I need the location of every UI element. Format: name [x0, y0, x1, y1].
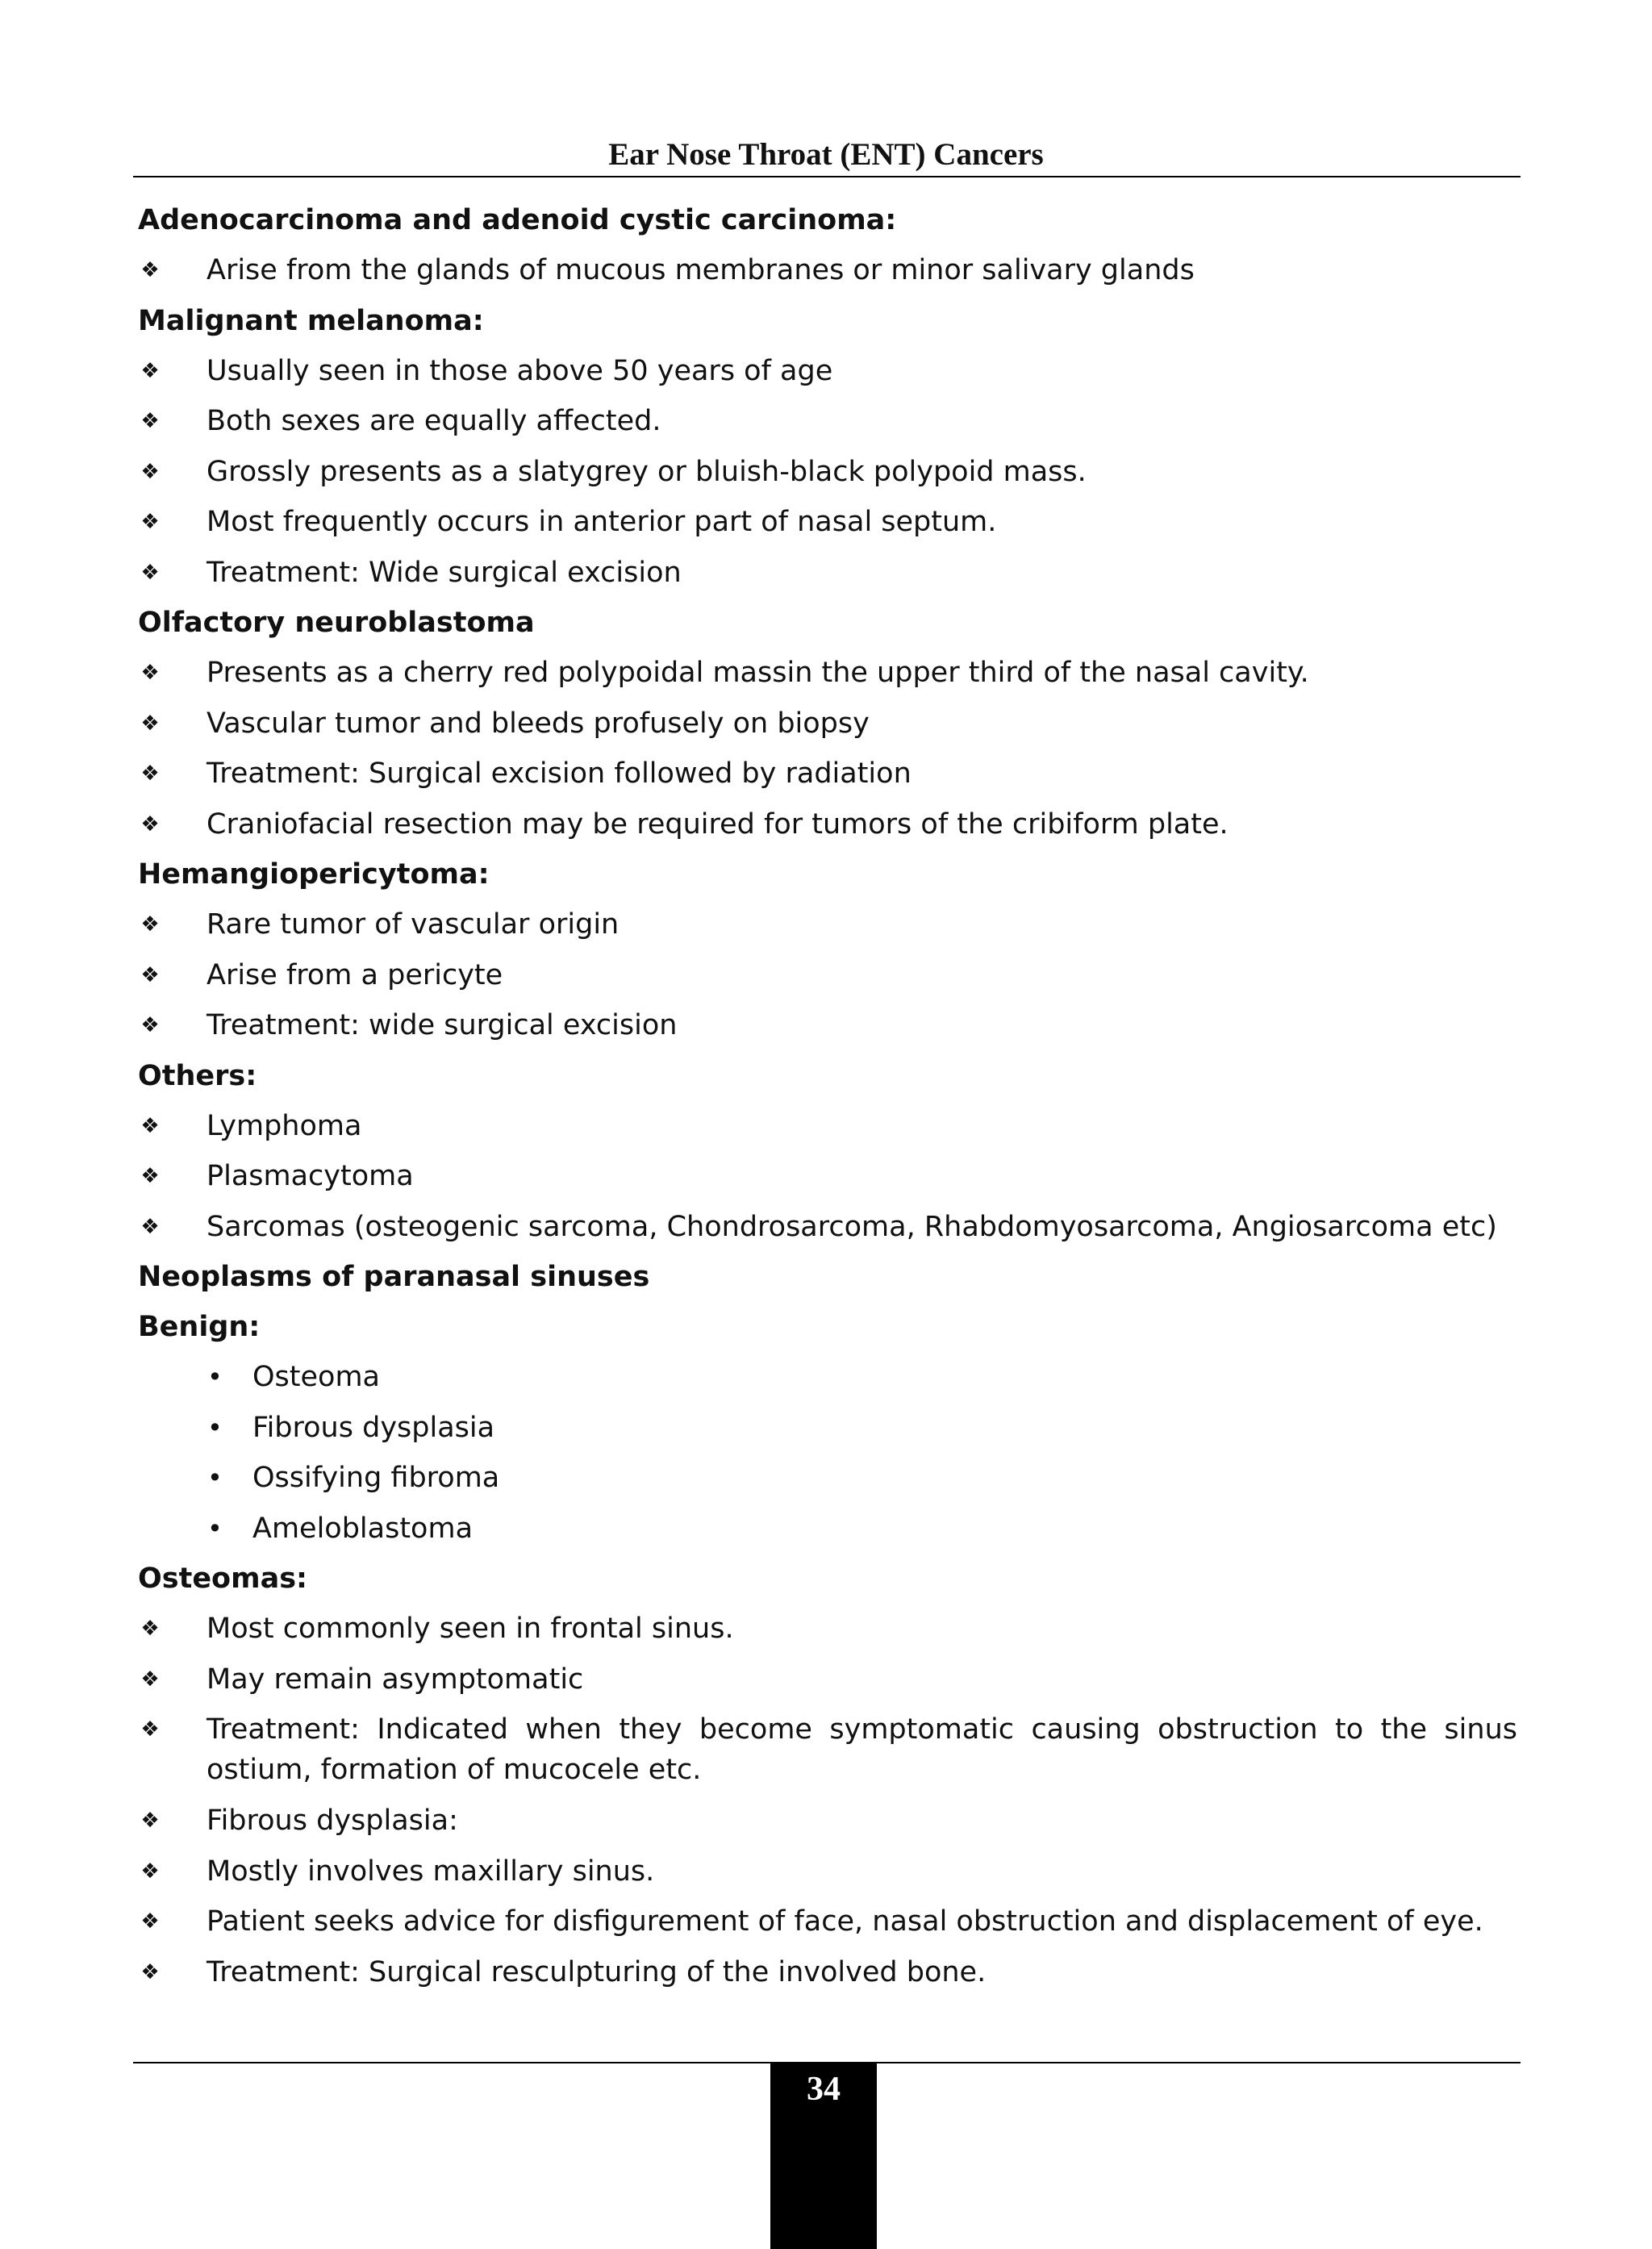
diamond-bullet-icon: ❖ — [140, 1717, 160, 1742]
sub-list-item — [138, 1453, 1517, 1504]
diamond-bullet-icon: ❖ — [140, 711, 160, 736]
list-item — [138, 1101, 1517, 1152]
list-item — [138, 1604, 1517, 1654]
list-item-text: Most frequently occurs in anterior part of nasal septum. — [206, 506, 997, 538]
page-header: Ear Nose Throat (ENT) Cancers — [608, 137, 1044, 172]
list-item-text: Patient seeks advice for disfigurement of face, nasal obstruction and displacement of eye. — [206, 1905, 1483, 1938]
list-item — [138, 950, 1517, 1001]
list-item — [138, 346, 1517, 397]
sub-list-item-text: Ossifying fibroma — [252, 1462, 500, 1494]
list-item-text: Sarcomas (osteogenic sarcoma, Chondrosarcoma, Rhabdomyosarcoma, Angiosarcoma etc) — [206, 1210, 1497, 1243]
diamond-bullet-icon: ❖ — [140, 1617, 160, 1641]
page-content — [138, 195, 1517, 1997]
diamond-bullet-icon: ❖ — [140, 1959, 160, 1984]
list-item — [138, 1654, 1517, 1705]
list-item — [138, 396, 1517, 447]
list-item — [138, 1947, 1517, 1998]
diamond-bullet-icon: ❖ — [140, 560, 160, 585]
diamond-bullet-icon: ❖ — [140, 761, 160, 786]
list-item-text: Treatment: Indicated when they become symptomatic causing obstruction to the sinus ostium, formation of mucocele etc. — [206, 1713, 1517, 1786]
diamond-bullet-icon: ❖ — [140, 912, 160, 937]
list-item — [138, 245, 1517, 296]
list-item — [138, 1896, 1517, 1947]
diamond-bullet-icon: ❖ — [140, 661, 160, 685]
list-item-text: Usually seen in those above 50 years of age — [206, 354, 833, 387]
sub-list-item — [138, 1403, 1517, 1454]
list-item-text: Vascular tumor and bleeds profusely on biopsy — [206, 707, 870, 740]
list-item — [138, 1846, 1517, 1897]
section-heading-hemangiopericytoma: Hemangiopericytoma: — [138, 858, 490, 891]
list-item-text: Most commonly seen in frontal sinus. — [206, 1613, 734, 1645]
section-heading-osteomas: Osteomas: — [138, 1563, 308, 1595]
list-item-text: Craniofacial resection may be required for tumors of the cribiform plate. — [206, 807, 1229, 841]
page-number: 34 — [807, 2071, 841, 2108]
list-item — [138, 749, 1517, 799]
list-item-text: Grossly presents as a slatygrey or bluish-black polypoid mass. — [206, 455, 1087, 488]
list-item — [138, 447, 1517, 498]
diamond-bullet-icon: ❖ — [140, 459, 160, 484]
list-item — [138, 699, 1517, 749]
section-heading-paranasal-neoplasms: Neoplasms of paranasal sinuses — [138, 1261, 650, 1293]
sub-list-item-text: Ameloblastoma — [252, 1512, 473, 1545]
list-item-text: Plasmacytoma — [206, 1160, 414, 1192]
list-item-text: Treatment: Surgical excision followed by radiation — [206, 757, 912, 790]
diamond-bullet-icon: ❖ — [140, 1113, 160, 1138]
header-rule — [133, 176, 1521, 177]
diamond-bullet-icon: ❖ — [140, 962, 160, 987]
list-item — [138, 1704, 1517, 1796]
list-item — [138, 1796, 1517, 1846]
section-heading-others: Others: — [138, 1059, 257, 1092]
section-heading-benign: Benign: — [138, 1311, 261, 1343]
dot-bullet-icon: • — [207, 1462, 223, 1493]
diamond-bullet-icon: ❖ — [140, 358, 160, 383]
sub-list-item-text: Osteoma — [252, 1361, 380, 1393]
section-heading-olfactory-neuroblastoma: Olfactory neuroblastoma — [138, 607, 535, 639]
list-item — [138, 1151, 1517, 1202]
list-item-text: Treatment: Surgical resculpturing of the involved bone. — [206, 1955, 987, 1988]
diamond-bullet-icon: ❖ — [140, 510, 160, 534]
list-item-text: Lymphoma — [206, 1109, 362, 1142]
section-heading-adenocarcinoma: Adenocarcinoma and adenoid cystic carcinoma: — [138, 204, 897, 236]
list-item — [138, 899, 1517, 950]
diamond-bullet-icon: ❖ — [140, 1164, 160, 1188]
list-item-text: Presents as a cherry red polypoidal massin the upper third of the nasal cavity. — [206, 657, 1309, 689]
list-item-text: Both sexes are equally affected. — [206, 405, 661, 437]
list-item — [138, 799, 1517, 850]
sub-list-item — [138, 1504, 1517, 1554]
diamond-bullet-icon: ❖ — [140, 1859, 160, 1884]
sub-list-item — [138, 1352, 1517, 1403]
list-item-text: Mostly involves maxillary sinus. — [206, 1855, 655, 1888]
diamond-bullet-icon: ❖ — [140, 1667, 160, 1692]
section-heading-malignant-melanoma: Malignant melanoma: — [138, 304, 484, 337]
dot-bullet-icon: • — [207, 1412, 223, 1443]
list-item — [138, 1000, 1517, 1051]
list-item-text: Arise from the glands of mucous membranes or minor salivary glands — [206, 254, 1195, 286]
diamond-bullet-icon: ❖ — [140, 258, 160, 282]
sub-list-item-text: Fibrous dysplasia — [252, 1411, 495, 1444]
diamond-bullet-icon: ❖ — [140, 812, 160, 837]
list-item-text: Fibrous dysplasia: — [206, 1805, 458, 1837]
diamond-bullet-icon: ❖ — [140, 1214, 160, 1239]
dot-bullet-icon: • — [207, 1362, 223, 1392]
list-item — [138, 497, 1517, 548]
diamond-bullet-icon: ❖ — [140, 1013, 160, 1037]
list-item-text: Arise from a pericyte — [206, 958, 503, 991]
list-item-text: Rare tumor of vascular origin — [206, 908, 620, 941]
list-item-text: Treatment: Wide surgical excision — [206, 556, 682, 589]
list-item — [138, 548, 1517, 599]
diamond-bullet-icon: ❖ — [140, 1909, 160, 1934]
dot-bullet-icon: • — [207, 1513, 223, 1544]
diamond-bullet-icon: ❖ — [140, 1809, 160, 1833]
list-item — [138, 1202, 1517, 1253]
list-item — [138, 648, 1517, 699]
list-item-text: Treatment: wide surgical excision — [206, 1009, 678, 1041]
list-item-text: May remain asymptomatic — [206, 1663, 584, 1696]
diamond-bullet-icon: ❖ — [140, 409, 160, 433]
